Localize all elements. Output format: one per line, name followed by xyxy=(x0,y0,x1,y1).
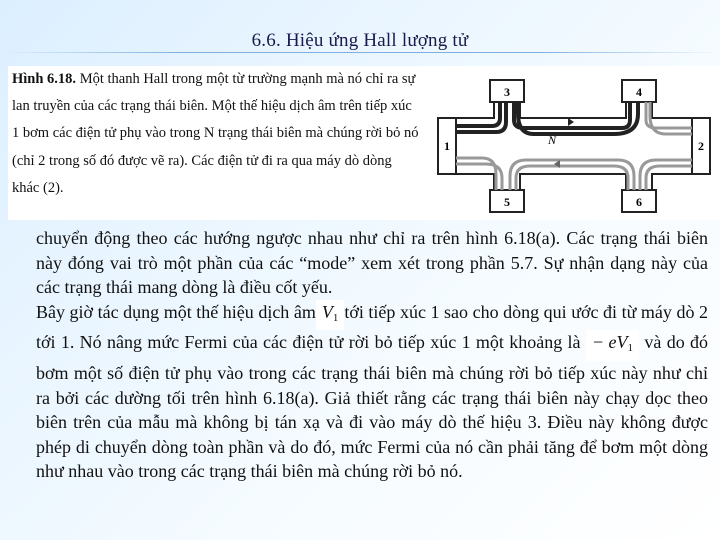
caption-text: Một thanh Hall trong một từ trường mạnh mà nó chỉ ra sự lan truyền của các trạng thái biên. Một thế hiệu dịch âm trên tiếp xúc 1 bơm các điện tử phụ vào trong N trạng thái biên mà chúng rời bỏ nó (chỉ 2 trong số đó được vẽ ra). Các điện tử đi ra qua máy dò dòng khác (2). xyxy=(12,71,419,196)
page-title: 6.6. Hiệu ứng Hall lượng tử xyxy=(251,30,469,51)
edge-count-label: N xyxy=(548,133,557,147)
title-divider xyxy=(0,52,720,53)
edge-state-dark xyxy=(514,102,630,128)
paragraph-2 xyxy=(28,300,708,484)
hall-bar-figure xyxy=(426,66,720,220)
hall-bar-diagram xyxy=(434,74,714,214)
paragraph-2-part-a: Bây giờ tác dụng một thế hiệu dịch âm xyxy=(36,301,316,322)
body-text xyxy=(28,226,708,484)
caption-label: Hình 6.18. xyxy=(12,71,77,87)
contact-2-label: 2 xyxy=(698,139,704,153)
edge-state-light xyxy=(516,166,628,190)
arrow-right-icon xyxy=(568,118,574,126)
v1-formula: $V_1$ xyxy=(316,300,345,331)
contact-1-label: 1 xyxy=(444,139,450,153)
contact-3-label: 3 xyxy=(504,85,510,99)
bar-bottom-outline xyxy=(456,174,692,190)
contact-4-label: 4 xyxy=(636,85,642,99)
paragraph-2-part-b: tới tiếp xúc 1 sao cho dòng qui ước đi từ máy dò 2 tới 1. Nó nâng mức Fermi của các điện tử rời bỏ tiếp xúc 1 một khoảng là xyxy=(36,301,708,353)
bar-top-outline xyxy=(456,102,692,118)
paragraph-1: chuyển động theo các hướng ngược nhau như chỉ ra trên hình 6.18(a). Các trạng thái biên này đóng vai trò một phần của các “mode” xem xét trong phần 5.7. Sự nhận dạng này của các trạng thái mang dòng là điều cốt yếu. xyxy=(36,228,708,298)
contact-6-label: 6 xyxy=(636,195,642,209)
contact-5-label: 5 xyxy=(504,195,510,209)
paragraph-2-part-c: và do đó bơm một số điện tử phụ vào trong các trạng thái biên mà chúng rời bỏ tiếp xúc này như chỉ ra bởi các dường tối trên hình 6.18(a). Giả thiết rằng các trạng thái biên này chạy dọc theo biên trên của mẫu mà không bị tán xạ và đi vào máy dò thế hiệu 3. Điều này không được phép di chuyển dòng toàn phần và do đó, mức Fermi của nó cần phải tăng để bơm một dòng như nhau vào trong các trạng thái biên mà chúng rời bỏ nó. xyxy=(36,332,709,482)
figure-caption xyxy=(8,66,426,220)
ev1-formula: − $eV_1$ xyxy=(586,330,639,361)
